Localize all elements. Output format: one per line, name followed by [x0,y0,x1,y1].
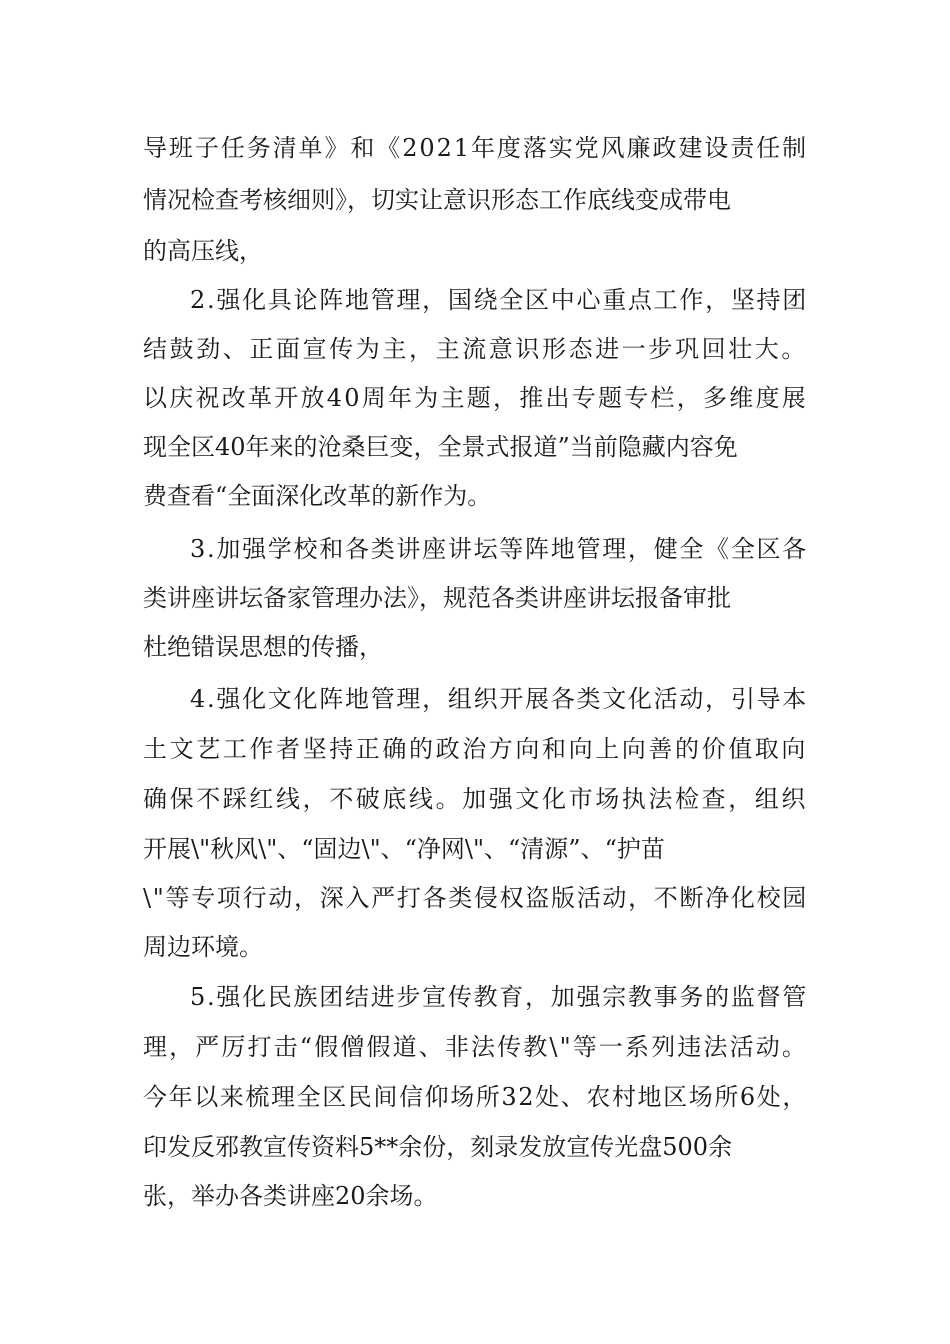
text-line: \"等专项行动，深入严打各类侵权盗版活动，不断净化校园 [143,884,808,912]
text-line: 类讲座讲坛备家管理办法》，规范各类讲座讲坛报备审批 [143,584,731,612]
text-line: 确保不踩红线，不破底线。加强文化市场执法检查，组织 [143,785,808,813]
text-line: 土文艺工作者坚持正确的政治方向和向上向善的价值取向 [143,735,808,763]
text-line: 费查看“全面深化改革的新作为。 [143,482,492,510]
text-line: 杜绝错误思想的传播， [143,633,383,661]
paragraph-start-line: 4.强化文化阵地管理，组织开展各类文化活动，引导本 [190,685,808,713]
text-line: 的高压线， [143,237,263,265]
text-line: 现全区40年来的沧桑巨变，全景式报道”当前隐藏内容免 [143,433,738,461]
text-line: 印发反邪教宣传资料5**余份，刻录发放宣传光盘500余 [143,1133,733,1161]
text-line: 周边环境。 [143,933,263,961]
text-line: 理，严厉打击“假僧假道、非法传教\"等一系列违法活动。 [143,1033,808,1061]
text-line: 情况检查考核细则》，切实让意识形态工作底线变成带电 [143,186,731,214]
text-line: 张，举办各类讲座20余场。 [143,1182,438,1210]
text-line: 今年以来梳理全区民间信仰场所32处、农村地区场所6处， [143,1083,808,1111]
paragraph-start-line: 3.加强学校和各类讲座讲坛等阵地管理，健全《全区各 [190,535,808,563]
text-line: 导班子任务清单》和《2021年度落实党风廉政建设责任制 [143,134,808,162]
text-line: 以庆祝改革开放40周年为主题，推出专题专栏，多维度展 [143,384,808,412]
text-line: 开展\"秋风\"、“固边\"、“净网\"、“清源”、“护苗 [143,835,665,863]
paragraph-start-line: 5.强化民族团结进步宣传教育，加强宗教事务的监督管 [190,983,808,1011]
paragraph-start-line: 2.强化具论阵地管理，国绕全区中心重点工作，坚持团 [190,286,808,314]
text-line: 结鼓劲、正面宣传为主，主流意识形态进一步巩回壮大。 [143,335,808,363]
